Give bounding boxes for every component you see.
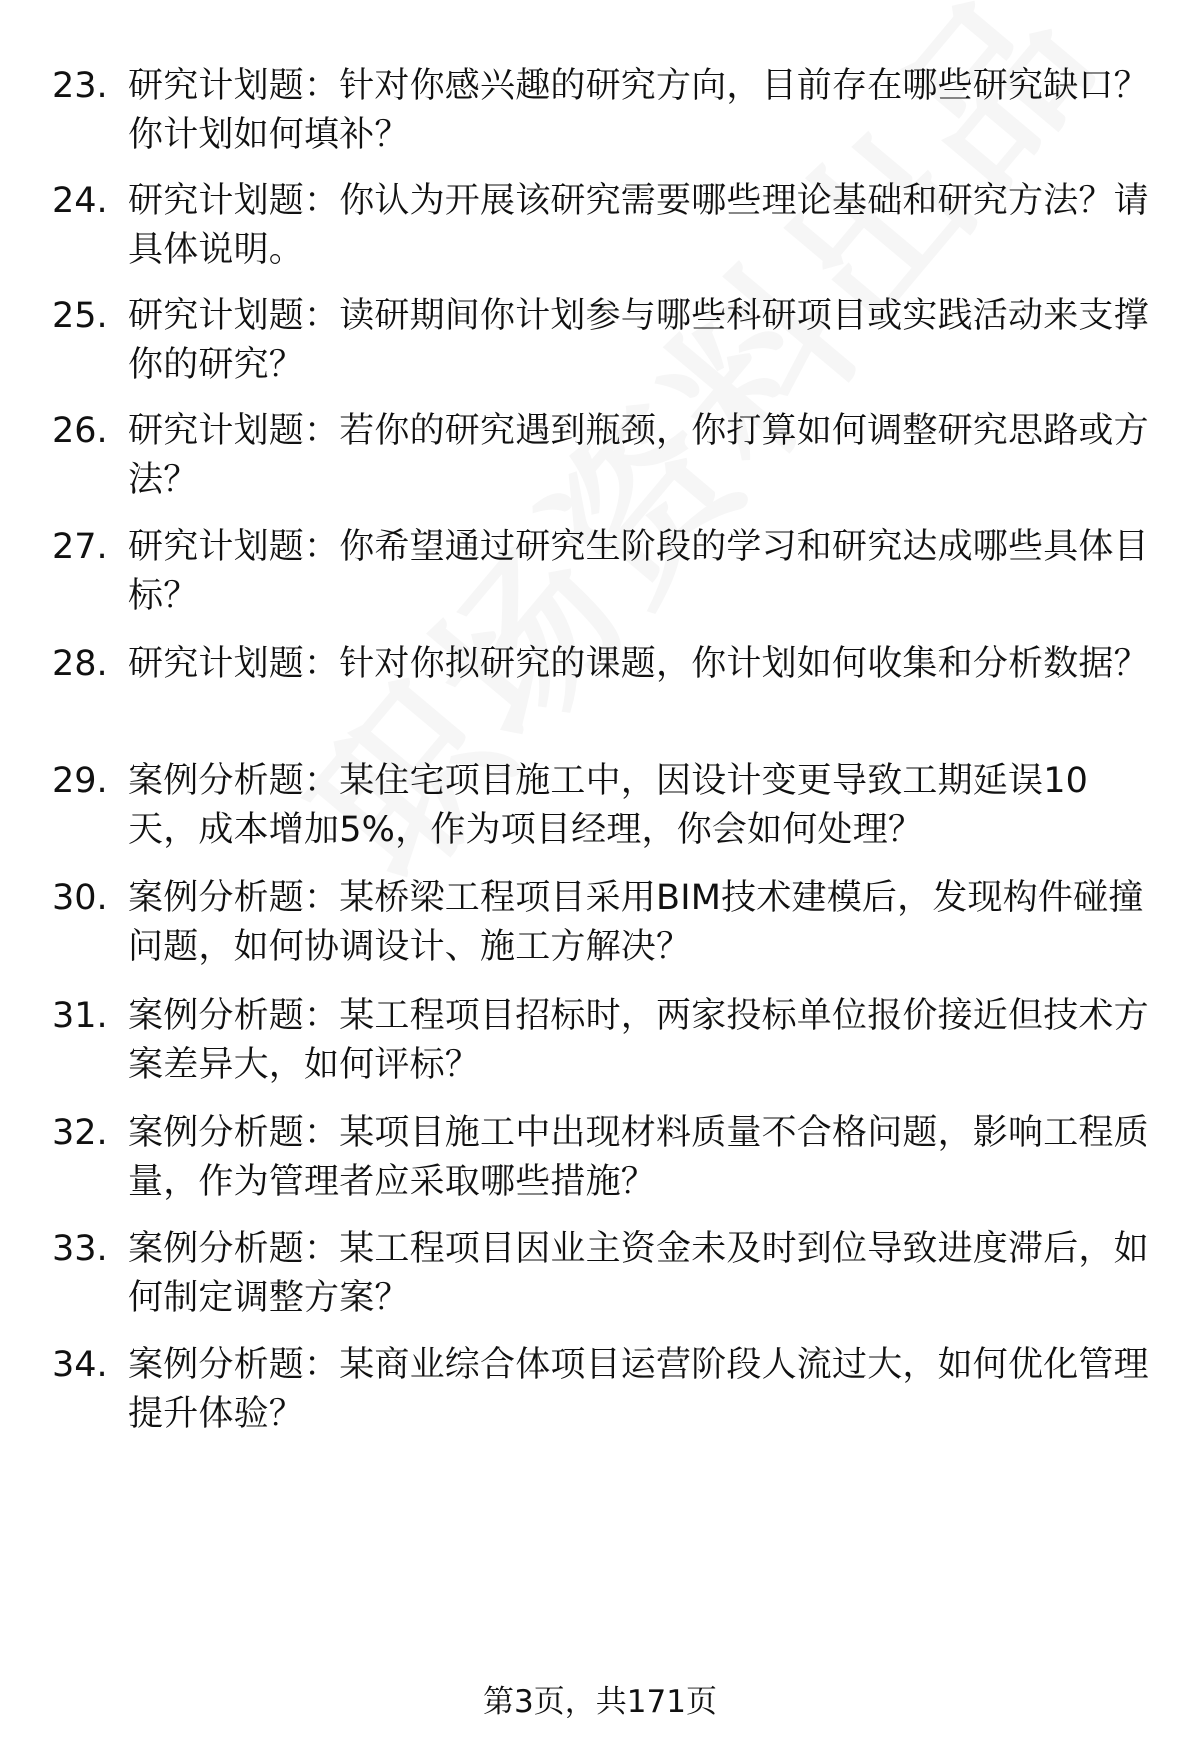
question-number: 23.: [52, 66, 108, 106]
question-number: 29.: [52, 761, 108, 801]
question-text: 研究计划题：针对你拟研究的课题，你计划如何收集和分析数据？: [128, 644, 1149, 684]
page-footer: 第3页，共171页: [483, 1684, 717, 1720]
question-number: 34.: [52, 1345, 108, 1385]
question-text: 案例分析题：某项目施工中出现材料质量不合格问题，影响工程质量，作为管理者应采取哪些措施？: [128, 1113, 1149, 1202]
question-text: 案例分析题：某住宅项目施工中，因设计变更导致工期延误10天，成本增加5%，作为项目经理，你会如何处理？: [128, 761, 1089, 850]
question-text: 案例分析题：某工程项目因业主资金未及时到位导致进度滞后，如何制定调整方案？: [128, 1229, 1149, 1318]
question-number: 26.: [52, 411, 108, 451]
question-text: 研究计划题：读研期间你计划参与哪些科研项目或实践活动来支撑你的研究？: [128, 296, 1149, 385]
question-text: 案例分析题：某商业综合体项目运营阶段人流过大，如何优化管理提升体验？: [128, 1345, 1149, 1434]
question-number: 31.: [52, 996, 108, 1036]
question-text: 研究计划题：针对你感兴趣的研究方向，目前存在哪些研究缺口？你计划如何填补？: [128, 66, 1149, 155]
question-number: 32.: [52, 1113, 108, 1153]
question-number: 33.: [52, 1229, 108, 1269]
question-number: 25.: [52, 296, 108, 336]
question-text: 研究计划题：若你的研究遇到瓶颈，你打算如何调整研究思路或方法？: [128, 411, 1149, 500]
question-text: 研究计划题：你认为开展该研究需要哪些理论基础和研究方法？请具体说明。: [128, 181, 1149, 270]
question-number: 28.: [52, 644, 108, 684]
question-text: 案例分析题：某桥梁工程项目采用BIM技术建模后，发现构件碰撞问题，如何协调设计、施工方解决？: [128, 878, 1144, 967]
question-number: 24.: [52, 181, 108, 221]
question-text: 研究计划题：你希望通过研究生阶段的学习和研究达成哪些具体目标？: [128, 527, 1149, 616]
question-number: 30.: [52, 878, 108, 918]
question-number: 27.: [52, 527, 108, 567]
question-text: 案例分析题：某工程项目招标时，两家投标单位报价接近但技术方案差异大，如何评标？: [128, 996, 1149, 1085]
